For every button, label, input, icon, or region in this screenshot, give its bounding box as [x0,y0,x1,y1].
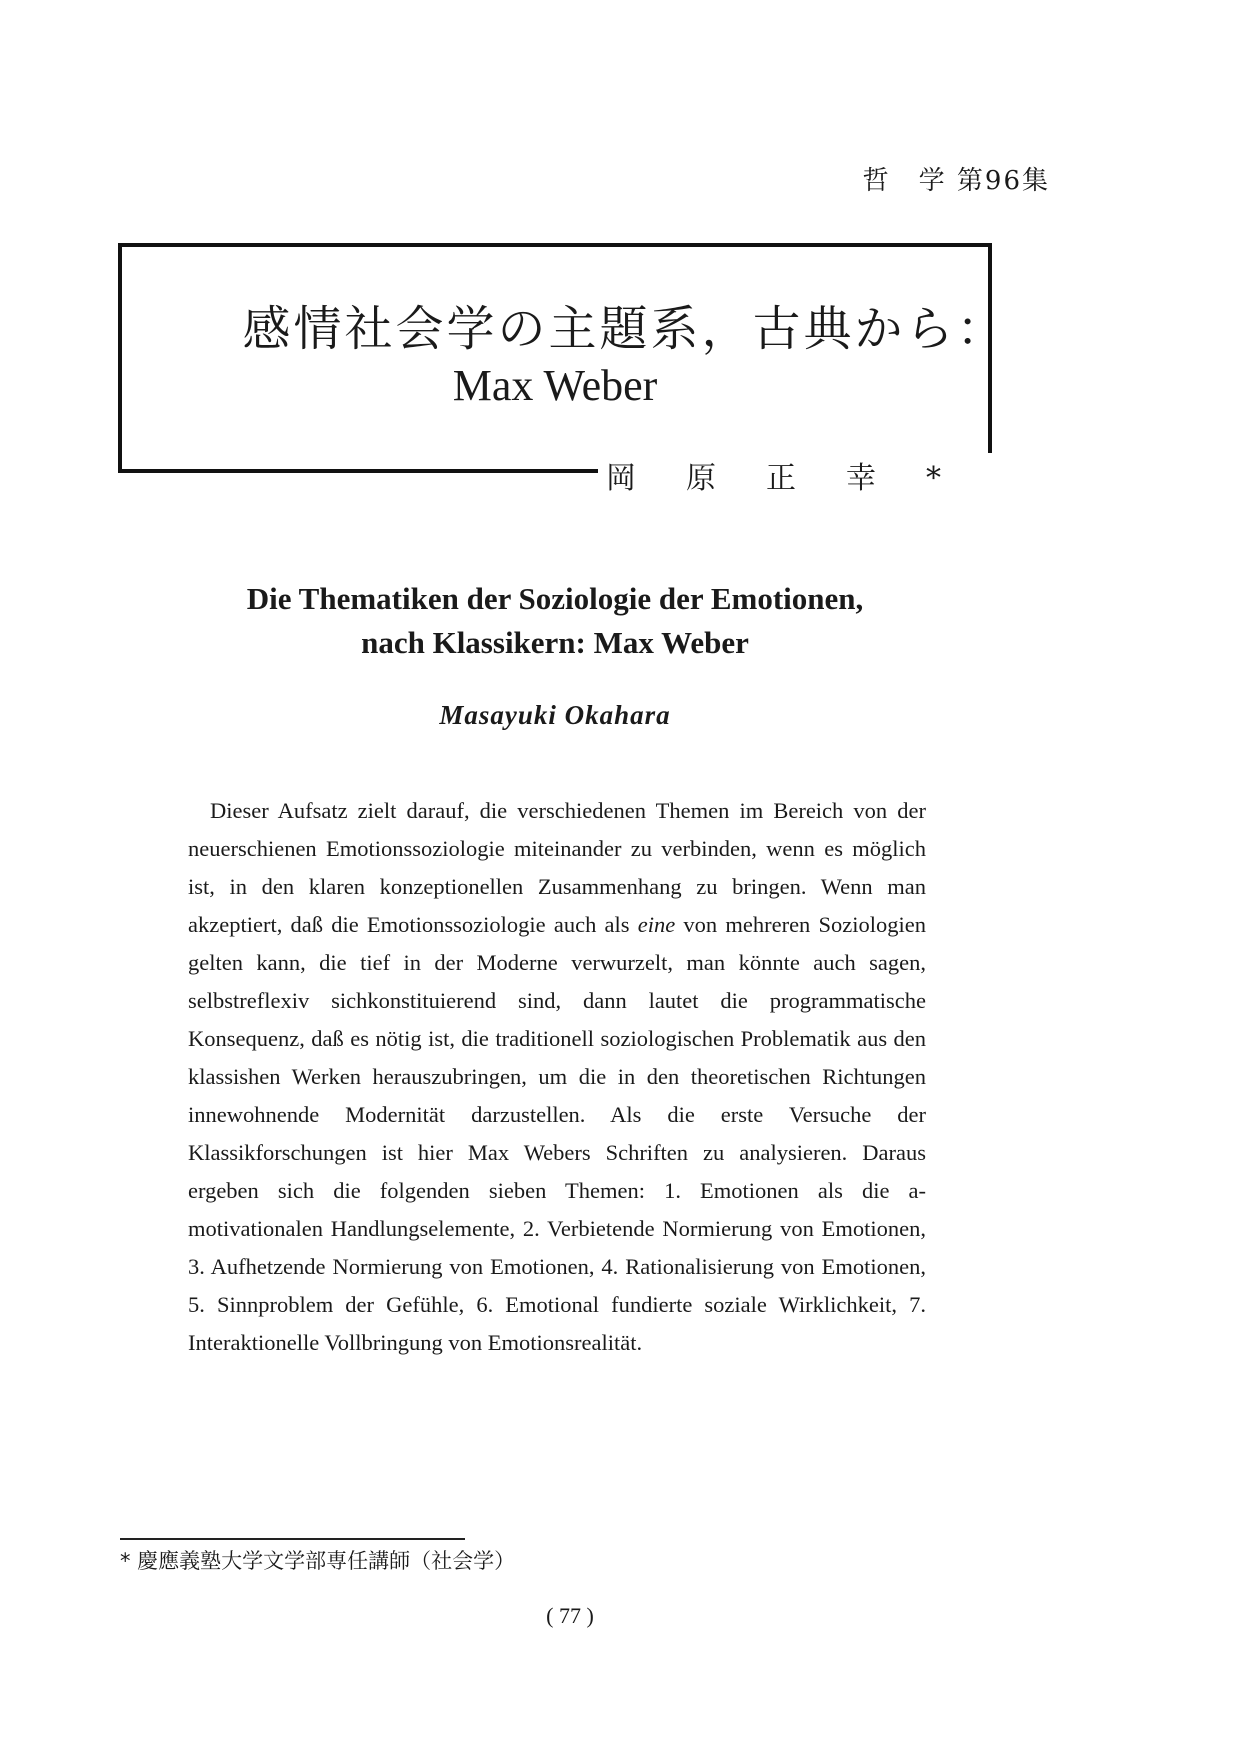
journal-header: 哲 学 第96集 [862,166,1050,196]
japanese-subtitle: Max Weber [452,361,658,410]
abstract-text-start: Dieser Aufsatz zielt darauf, die verschiedenen Themen im Bereich von der neuerschienen Emotionssoziologie miteinander zu verbinden, wenn es möglich ist, in den klaren konzeptionellen Zusammenhang zu bringen. Wenn man akzeptiert, daß die Emotionssoziologie auch als [188,798,926,937]
page-number: ( 77 ) [546,1603,594,1628]
footnote: * 慶應義塾大学文学部専任講師（社会学） [120,1549,516,1573]
german-author: Masayuki Okahara [439,700,671,730]
german-title-line-1: Die Thematiken der Soziologie der Emotionen, [246,581,864,616]
abstract-text-end: von mehreren Soziologien gelten kann, die tief in der Moderne verwurzelt, man könnte auch sagen, selbstreflexiv sichkonstituierend sind, dann lautet die programmatische Konsequenz, daß es nötig ist, die traditionell soziologischen Problematik aus den klassishen Werken herauszubringen, um die in den theoretischen Richtungen innewohnende Modernität darzustellen. Als die erste Versuche der Klassikforschungen ist hier Max Webers Schriften zu analysieren. Daraus ergeben sich die folgenden sieben Themen: 1. Emotionen als die a-motivationalen Handlungselemente, 2. Verbietende Normierung von Emotionen, 3. Aufhetzende Normierung von Emotionen, 4. Rationalisierung von Emotionen, 5. Sinnproblem der Gefühle, 6. Emotional fundierte soziale Wirklichkeit, 7. Interaktionelle Vollbringung von Emotionsrealität. [188,912,926,1355]
abstract-emphasis: eine [637,912,676,937]
japanese-title: 感情社会学の主題系，古典から： [242,301,1008,357]
frame-bottom-rule-left [118,469,598,473]
japanese-author: 岡原正幸* [598,453,999,497]
german-title [0,577,1110,665]
footnote-rule [120,1538,465,1540]
frame-top-rule [118,243,992,247]
abstract-paragraph [188,792,926,1362]
german-title-line-2: nach Klassikern: Max Weber [361,625,749,660]
